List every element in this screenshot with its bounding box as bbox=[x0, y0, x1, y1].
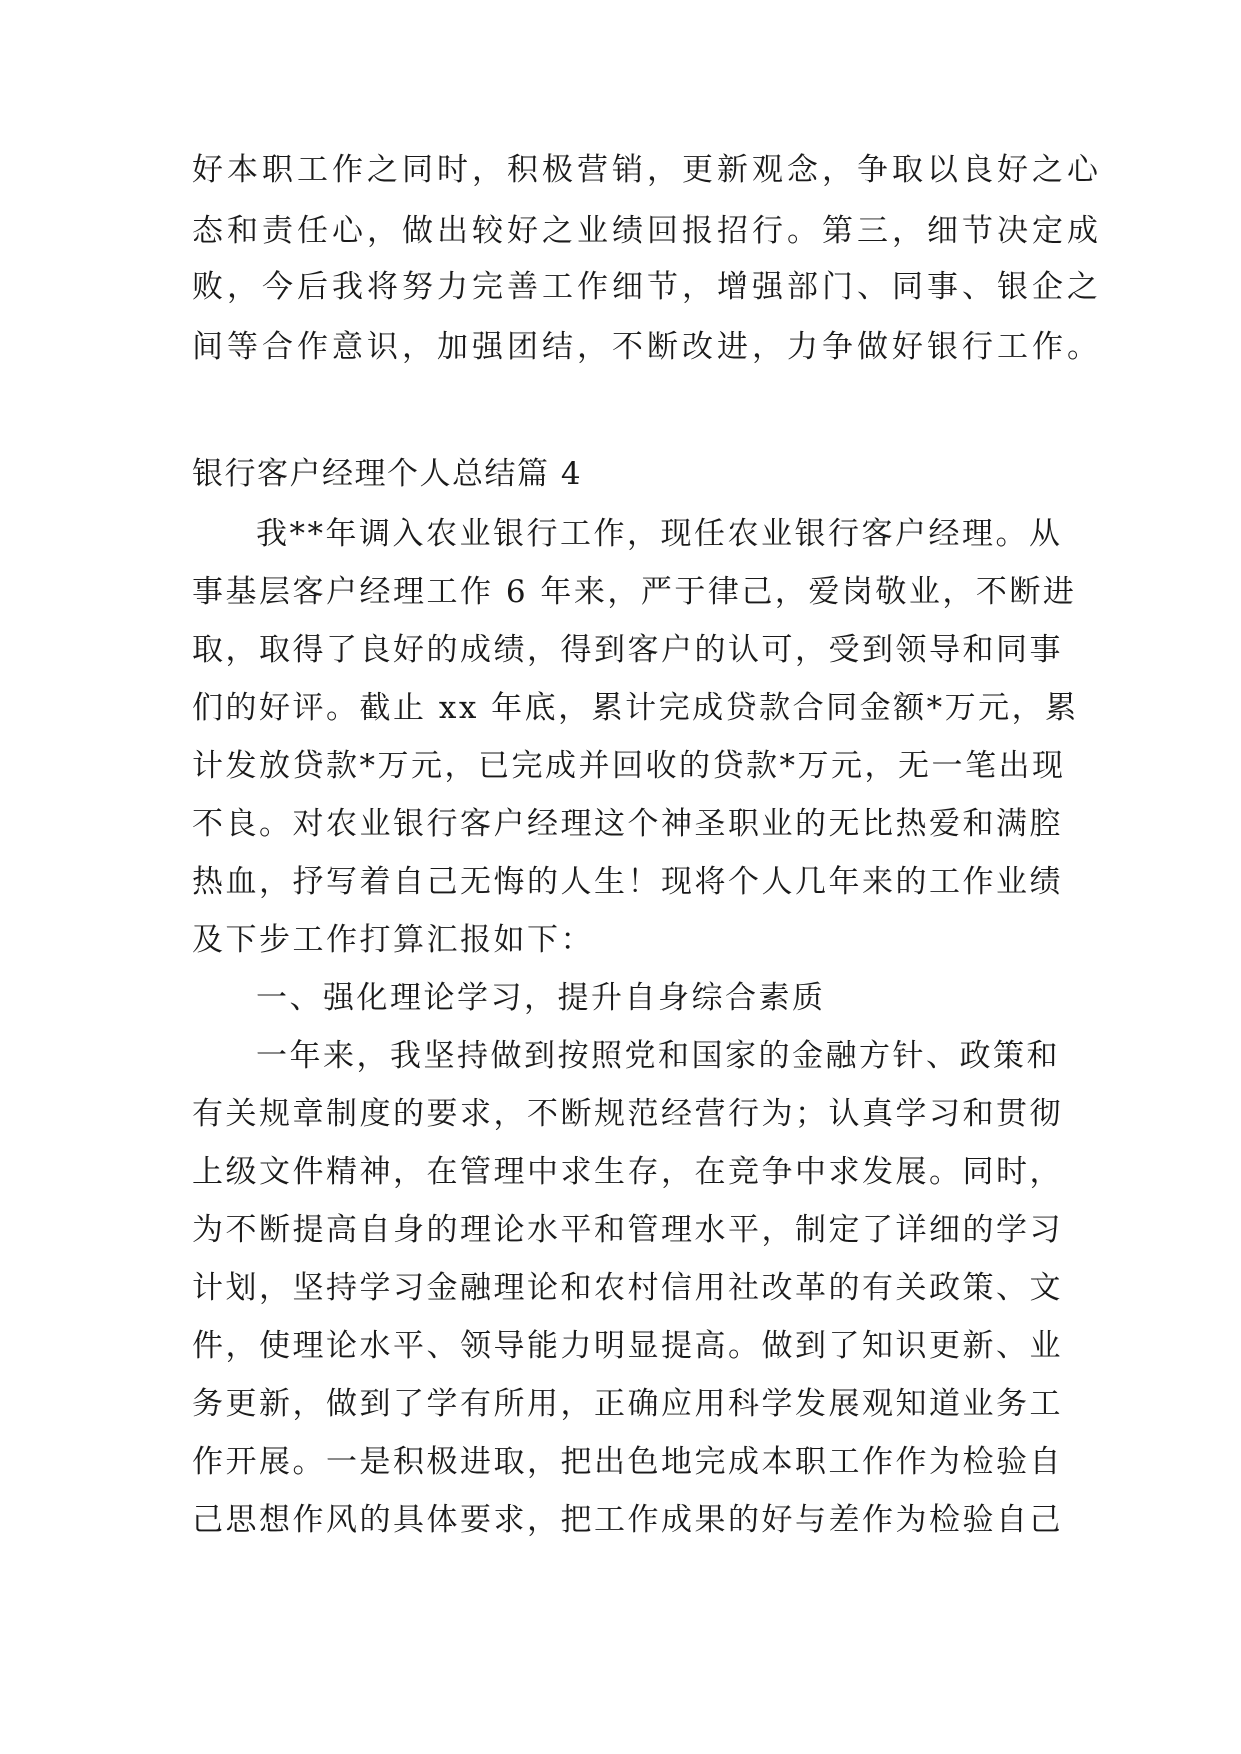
paragraph-line: 计划，坚持学习金融理论和农村信用社改革的有关政策、文 bbox=[192, 1270, 1063, 1306]
paragraph-line: 有关规章制度的要求，不断规范经营行为；认真学习和贯彻 bbox=[192, 1096, 1063, 1132]
paragraph-line: 为不断提高自身的理论水平和管理水平，制定了详细的学习 bbox=[192, 1212, 1063, 1248]
paragraph-line: 上级文件精神，在管理中求生存，在竞争中求发展。同时， bbox=[192, 1154, 1063, 1190]
paragraph-line: 败，今后我将努力完善工作细节，增强部门、同事、银企之 bbox=[192, 269, 1102, 305]
paragraph-line: 不良。对农业银行客户经理这个神圣职业的无比热爱和满腔 bbox=[192, 806, 1063, 842]
paragraph-line: 好本职工作之同时，积极营销，更新观念，争取以良好之心 bbox=[192, 152, 1102, 188]
paragraph-line: 取，取得了良好的成绩，得到客户的认可，受到领导和同事 bbox=[192, 632, 1063, 668]
paragraph-line: 件，使理论水平、领导能力明显提高。做到了知识更新、业 bbox=[192, 1328, 1063, 1364]
paragraph-line: 务更新，做到了学有所用，正确应用科学发展观知道业务工 bbox=[192, 1386, 1063, 1422]
paragraph-line: 计发放贷款*万元，已完成并回收的贷款*万元，无一笔出现 bbox=[192, 748, 1066, 784]
paragraph-line: 事基层客户经理工作 6 年来，严于律己，爱岗敬业，不断进 bbox=[192, 574, 1077, 610]
subsection-heading: 一、强化理论学习，提升自身综合素质 bbox=[256, 980, 826, 1016]
paragraph-line: 间等合作意识，加强团结，不断改进，力争做好银行工作。 bbox=[192, 329, 1102, 365]
paragraph-line: 态和责任心，做出较好之业绩回报招行。第三，细节决定成 bbox=[192, 213, 1102, 249]
paragraph-line: 们的好评。截止 xx 年底，累计完成贷款合同金额*万元，累 bbox=[192, 690, 1079, 726]
paragraph-line: 己思想作风的具体要求，把工作成果的好与差作为检验自己 bbox=[192, 1502, 1063, 1538]
paragraph-line: 我**年调入农业银行工作，现任农业银行客户经理。从 bbox=[256, 516, 1063, 552]
paragraph-line: 一年来，我坚持做到按照党和国家的金融方针、政策和 bbox=[256, 1038, 1060, 1074]
section-title: 银行客户经理个人总结篇 4 bbox=[192, 456, 583, 492]
paragraph-line: 及下步工作打算汇报如下： bbox=[192, 922, 594, 958]
paragraph-line: 作开展。一是积极进取，把出色地完成本职工作作为检验自 bbox=[192, 1444, 1063, 1480]
paragraph-line: 热血，抒写着自己无悔的人生！现将个人几年来的工作业绩 bbox=[192, 864, 1063, 900]
